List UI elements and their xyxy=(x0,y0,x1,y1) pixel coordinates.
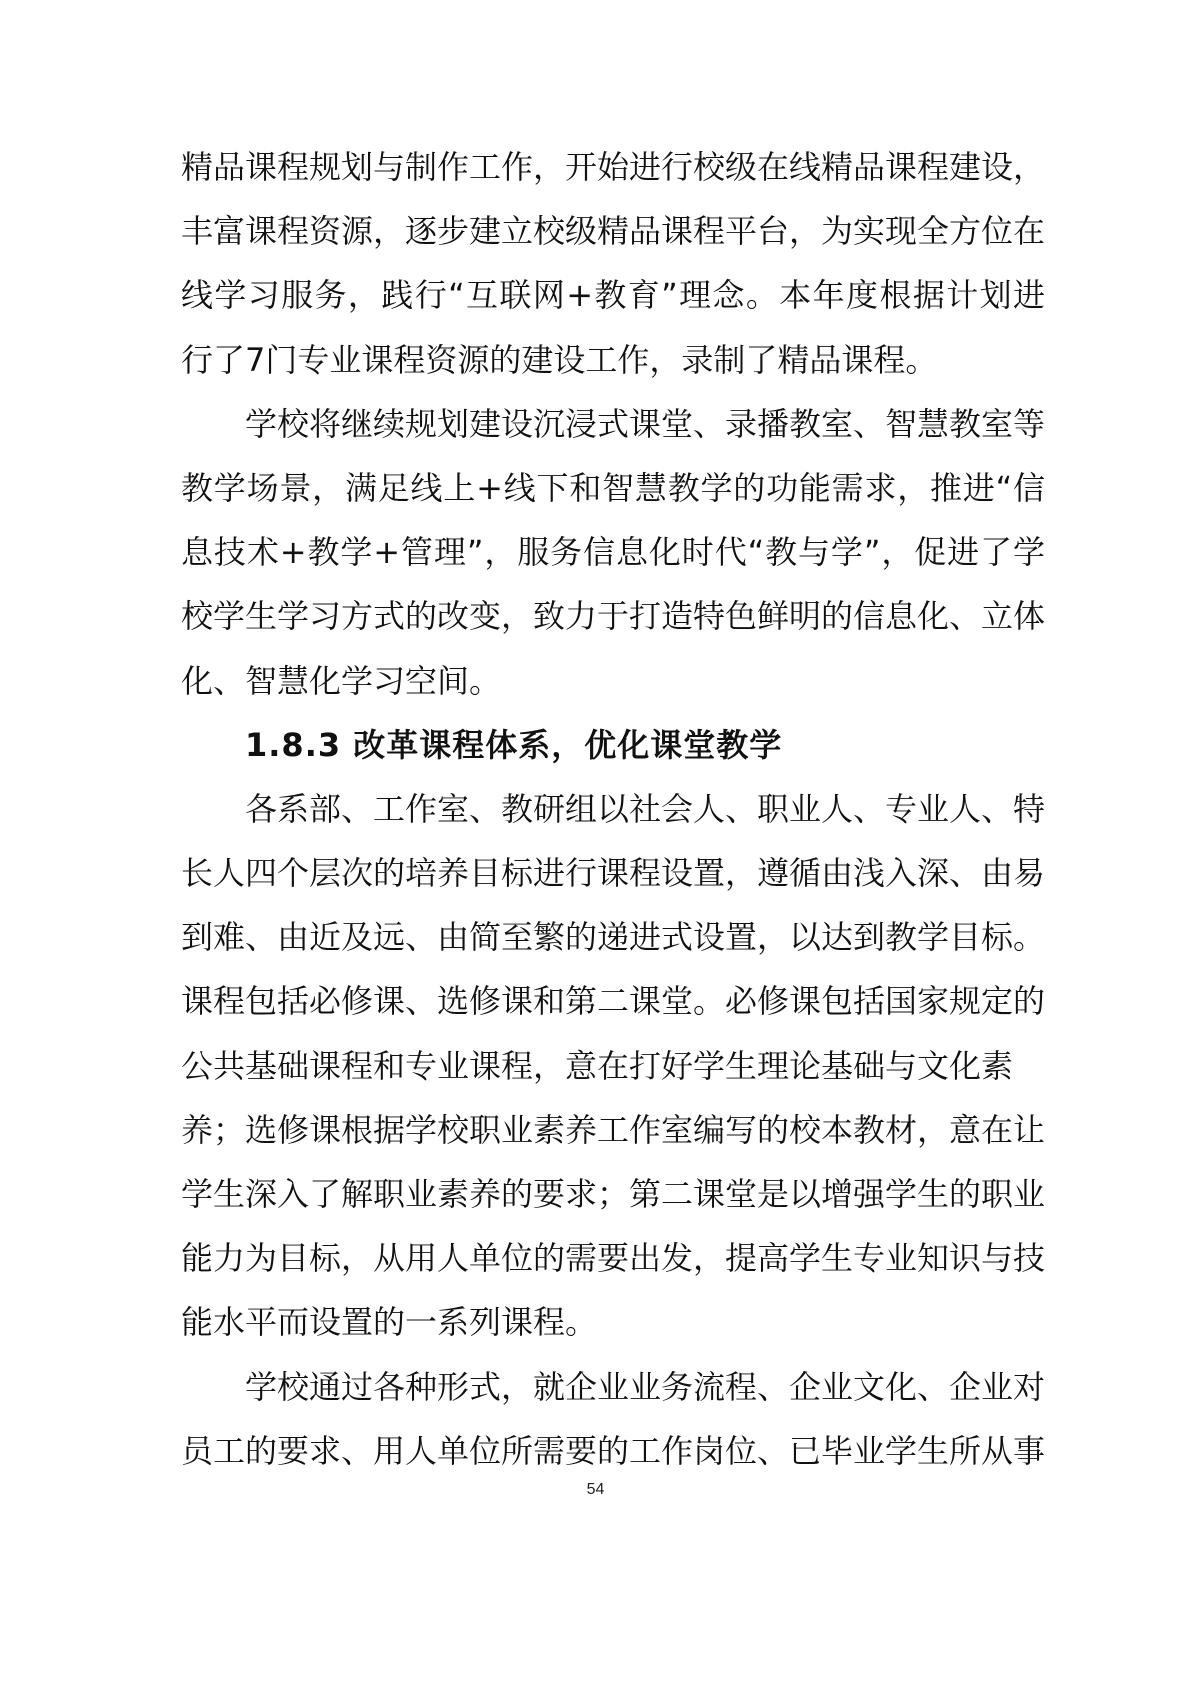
text-line: 教学场景，满足线上+线下和智慧教学的功能需求，推进“信 xyxy=(181,468,1045,507)
paragraph-1 xyxy=(181,135,1045,392)
text-line: 线学习服务，践行“互联网+教育”理念。本年度根据计划进 xyxy=(181,276,1045,315)
text-line: 学生深入了解职业素养的要求；第二课堂是以增强学生的职业 xyxy=(181,1175,1046,1213)
text-line: 校学生学习方式的改变，致力于打造特色鲜明的信息化、立体 xyxy=(181,597,1046,636)
text-line: 课程包括必修课、选修课和第二课堂。必修课包括国家规定的 xyxy=(181,982,1046,1021)
text-line: 长人四个层次的培养目标进行课程设置，遵循由浅入深、由易 xyxy=(181,854,1046,893)
paragraph-3 xyxy=(181,777,1045,1355)
text-line: 到难、由近及远、由简至繁的递进式设置，以达到教学目标。 xyxy=(181,918,1046,957)
text-line: 精品课程规划与制作工作，开始进行校级在线精品课程建设， xyxy=(181,148,1046,186)
text-line: 息技术+教学+管理”，服务信息化时代“教与学”，促进了学 xyxy=(181,533,1045,572)
text-line: 公共基础课程和专业课程，意在打好学生理论基础与文化素 xyxy=(181,1046,1014,1085)
text-line: 学校将继续规划建设沉浸式课堂、录播教室、智慧教室等 xyxy=(245,404,1046,443)
text-line: 养；选修课根据学校职业素养工作室编写的校本教材，意在让 xyxy=(181,1110,1046,1149)
text-line: 学校通过各种形式，就企业业务流程、企业文化、企业对 xyxy=(245,1367,1046,1406)
text-line: 员工的要求、用人单位所需要的工作岗位、已毕业学生所从事 xyxy=(181,1431,1046,1470)
body-text xyxy=(181,135,1045,1483)
page-number: 54 xyxy=(586,1481,605,1498)
paragraph-4 xyxy=(181,1355,1045,1483)
paragraph-2 xyxy=(181,392,1045,713)
text-line: 能水平而设置的一系列课程。 xyxy=(181,1303,598,1342)
text-line: 化、智慧化学习空间。 xyxy=(181,661,502,700)
text-line: 能力为目标，从用人单位的需要出发，提高学生专业知识与技 xyxy=(181,1239,1046,1278)
text-line: 行了7门专业课程资源的建设工作，录制了精品课程。 xyxy=(181,340,938,379)
text-line: 各系部、工作室、教研组以社会人、职业人、专业人、特 xyxy=(245,789,1046,828)
section-heading: 1.8.3 改革课程体系，优化课堂教学 xyxy=(245,725,783,764)
text-line: 丰富课程资源，逐步建立校级精品课程平台，为实现全方位在 xyxy=(181,212,1046,251)
